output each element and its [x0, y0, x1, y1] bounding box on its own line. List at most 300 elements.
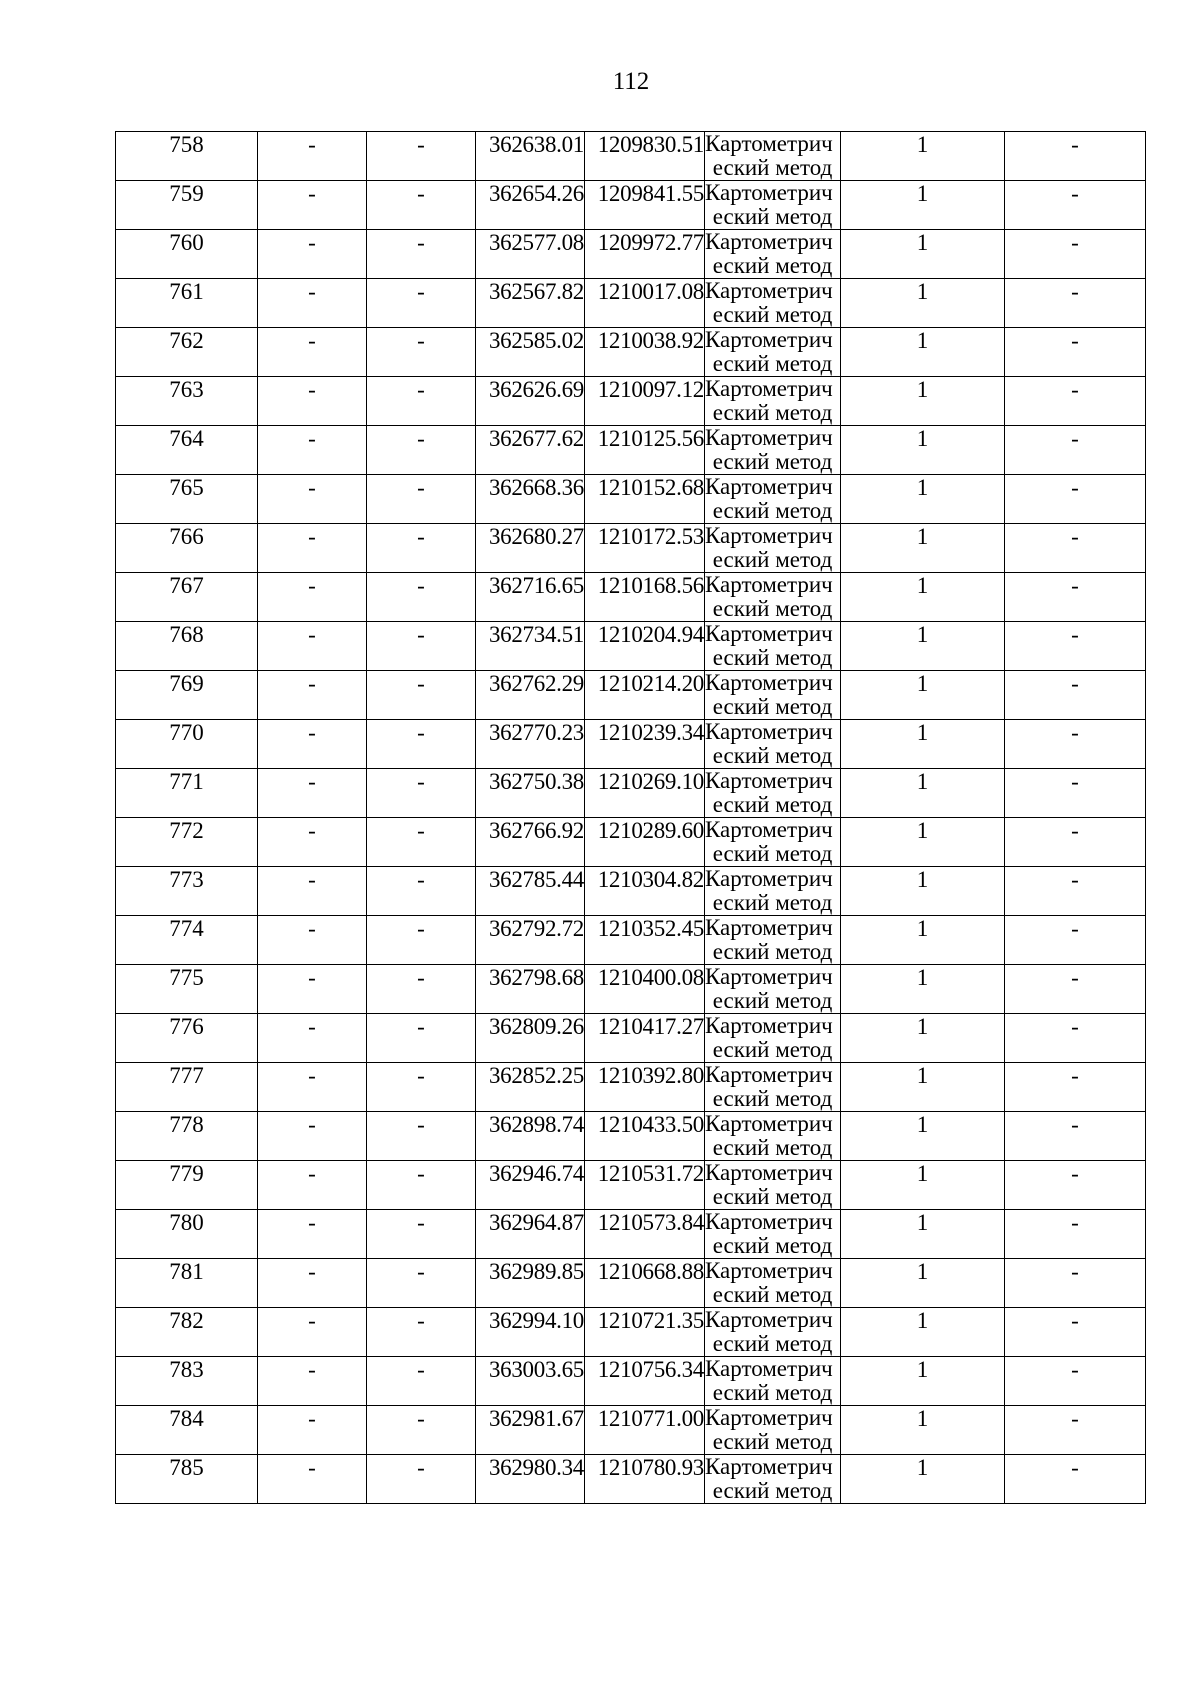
method-line-2: еский метод [712, 841, 833, 866]
method-cell [705, 328, 841, 377]
table-body [116, 132, 1146, 1504]
x-coordinate-cell: 362770.23 [476, 720, 585, 769]
dash-cell: - [367, 132, 476, 181]
dash-cell: - [1005, 426, 1146, 475]
dash-cell: - [1005, 524, 1146, 573]
accuracy-cell: 1 [841, 1063, 1005, 1112]
dash-cell: - [1005, 1406, 1146, 1455]
point-number-cell: 770 [116, 720, 258, 769]
method-line-2: еский метод [712, 1331, 833, 1356]
method-cell [705, 181, 841, 230]
dash-cell: - [258, 573, 367, 622]
method-line-2: еский метод [712, 302, 833, 327]
accuracy-cell: 1 [841, 230, 1005, 279]
dash-cell: - [1005, 279, 1146, 328]
point-number-cell: 779 [116, 1161, 258, 1210]
method-cell [705, 1112, 841, 1161]
dash-cell: - [258, 328, 367, 377]
method-line-1: Картометрич [705, 964, 833, 989]
method-line-1: Картометрич [705, 1258, 833, 1283]
method-line-1: Картометрич [705, 1111, 833, 1136]
accuracy-cell: 1 [841, 1014, 1005, 1063]
point-number-cell: 772 [116, 818, 258, 867]
point-number-cell: 767 [116, 573, 258, 622]
accuracy-cell: 1 [841, 377, 1005, 426]
x-coordinate-cell: 362677.62 [476, 426, 585, 475]
method-line-2: еский метод [712, 155, 833, 180]
method-line-2: еский метод [712, 743, 833, 768]
accuracy-cell: 1 [841, 475, 1005, 524]
dash-cell: - [367, 573, 476, 622]
dash-cell: - [258, 1357, 367, 1406]
dash-cell: - [258, 1210, 367, 1259]
dash-cell: - [258, 1112, 367, 1161]
point-number-cell: 758 [116, 132, 258, 181]
x-coordinate-cell: 362654.26 [476, 181, 585, 230]
table-row [116, 1357, 1146, 1406]
dash-cell: - [367, 965, 476, 1014]
x-coordinate-cell: 362577.08 [476, 230, 585, 279]
y-coordinate-cell: 1210239.34 [585, 720, 705, 769]
dash-cell: - [1005, 328, 1146, 377]
dash-cell: - [1005, 132, 1146, 181]
y-coordinate-cell: 1209841.55 [585, 181, 705, 230]
dash-cell: - [258, 1161, 367, 1210]
accuracy-cell: 1 [841, 720, 1005, 769]
method-cell [705, 1357, 841, 1406]
method-cell [705, 916, 841, 965]
method-cell [705, 818, 841, 867]
method-cell [705, 426, 841, 475]
method-line-1: Картометрич [705, 180, 833, 205]
table-row [116, 769, 1146, 818]
table-row [116, 1161, 1146, 1210]
table-row [116, 965, 1146, 1014]
method-cell [705, 720, 841, 769]
method-line-2: еский метод [712, 988, 833, 1013]
x-coordinate-cell: 362792.72 [476, 916, 585, 965]
accuracy-cell: 1 [841, 622, 1005, 671]
accuracy-cell: 1 [841, 524, 1005, 573]
method-line-1: Картометрич [705, 768, 833, 793]
accuracy-cell: 1 [841, 1161, 1005, 1210]
method-cell [705, 1308, 841, 1357]
dash-cell: - [258, 1063, 367, 1112]
accuracy-cell: 1 [841, 573, 1005, 622]
dash-cell: - [1005, 965, 1146, 1014]
method-line-1: Картометрич [705, 376, 833, 401]
point-number-cell: 782 [116, 1308, 258, 1357]
y-coordinate-cell: 1210756.34 [585, 1357, 705, 1406]
method-line-2: еский метод [712, 1233, 833, 1258]
method-line-1: Картометрич [705, 278, 833, 303]
dash-cell: - [1005, 1259, 1146, 1308]
dash-cell: - [1005, 1210, 1146, 1259]
method-line-2: еский метод [712, 449, 833, 474]
table-row [116, 132, 1146, 181]
x-coordinate-cell: 362980.34 [476, 1455, 585, 1504]
x-coordinate-cell: 362946.74 [476, 1161, 585, 1210]
x-coordinate-cell: 362668.36 [476, 475, 585, 524]
table-row [116, 181, 1146, 230]
dash-cell: - [367, 720, 476, 769]
dash-cell: - [258, 1455, 367, 1504]
method-cell [705, 965, 841, 1014]
method-cell [705, 1210, 841, 1259]
accuracy-cell: 1 [841, 671, 1005, 720]
point-number-cell: 780 [116, 1210, 258, 1259]
method-cell [705, 1063, 841, 1112]
dash-cell: - [258, 671, 367, 720]
accuracy-cell: 1 [841, 769, 1005, 818]
dash-cell: - [1005, 622, 1146, 671]
method-line-2: еский метод [712, 694, 833, 719]
accuracy-cell: 1 [841, 132, 1005, 181]
point-number-cell: 768 [116, 622, 258, 671]
method-cell [705, 1406, 841, 1455]
y-coordinate-cell: 1210352.45 [585, 916, 705, 965]
accuracy-cell: 1 [841, 867, 1005, 916]
table-row [116, 916, 1146, 965]
y-coordinate-cell: 1210017.08 [585, 279, 705, 328]
y-coordinate-cell: 1210400.08 [585, 965, 705, 1014]
y-coordinate-cell: 1210433.50 [585, 1112, 705, 1161]
dash-cell: - [1005, 818, 1146, 867]
point-number-cell: 775 [116, 965, 258, 1014]
method-line-1: Картометрич [705, 670, 833, 695]
dash-cell: - [1005, 867, 1146, 916]
y-coordinate-cell: 1210304.82 [585, 867, 705, 916]
method-cell [705, 524, 841, 573]
method-cell [705, 1455, 841, 1504]
dash-cell: - [258, 475, 367, 524]
method-line-2: еский метод [712, 351, 833, 376]
method-line-2: еский метод [712, 1282, 833, 1307]
dash-cell: - [258, 279, 367, 328]
point-number-cell: 771 [116, 769, 258, 818]
y-coordinate-cell: 1210168.56 [585, 573, 705, 622]
dash-cell: - [258, 377, 367, 426]
table-row [116, 1210, 1146, 1259]
dash-cell: - [1005, 181, 1146, 230]
method-line-1: Картометрич [705, 1062, 833, 1087]
dash-cell: - [367, 671, 476, 720]
dash-cell: - [258, 769, 367, 818]
point-number-cell: 783 [116, 1357, 258, 1406]
dash-cell: - [367, 818, 476, 867]
dash-cell: - [1005, 573, 1146, 622]
point-number-cell: 778 [116, 1112, 258, 1161]
accuracy-cell: 1 [841, 1259, 1005, 1308]
dash-cell: - [1005, 1308, 1146, 1357]
dash-cell: - [258, 720, 367, 769]
table-row [116, 1455, 1146, 1504]
method-line-2: еский метод [712, 1429, 833, 1454]
x-coordinate-cell: 362994.10 [476, 1308, 585, 1357]
dash-cell: - [1005, 720, 1146, 769]
point-number-cell: 776 [116, 1014, 258, 1063]
point-number-cell: 773 [116, 867, 258, 916]
dash-cell: - [1005, 916, 1146, 965]
method-line-1: Картометрич [705, 915, 833, 940]
dash-cell: - [1005, 1063, 1146, 1112]
table-row [116, 1014, 1146, 1063]
dash-cell: - [367, 867, 476, 916]
dash-cell: - [258, 818, 367, 867]
x-coordinate-cell: 362964.87 [476, 1210, 585, 1259]
x-coordinate-cell: 362852.25 [476, 1063, 585, 1112]
table-row [116, 230, 1146, 279]
accuracy-cell: 1 [841, 1112, 1005, 1161]
dash-cell: - [367, 524, 476, 573]
dash-cell: - [1005, 671, 1146, 720]
y-coordinate-cell: 1210668.88 [585, 1259, 705, 1308]
point-number-cell: 764 [116, 426, 258, 475]
method-cell [705, 1161, 841, 1210]
table-row [116, 328, 1146, 377]
table-row [116, 377, 1146, 426]
point-number-cell: 785 [116, 1455, 258, 1504]
method-line-1: Картометрич [705, 1405, 833, 1430]
method-line-1: Картометрич [705, 523, 833, 548]
accuracy-cell: 1 [841, 1308, 1005, 1357]
y-coordinate-cell: 1210172.53 [585, 524, 705, 573]
page-number: 112 [612, 68, 650, 95]
dash-cell: - [367, 1063, 476, 1112]
y-coordinate-cell: 1210204.94 [585, 622, 705, 671]
method-line-2: еский метод [712, 792, 833, 817]
method-line-1: Картометрич [705, 621, 833, 646]
dash-cell: - [367, 475, 476, 524]
x-coordinate-cell: 362809.26 [476, 1014, 585, 1063]
point-number-cell: 759 [116, 181, 258, 230]
table-row [116, 524, 1146, 573]
point-number-cell: 774 [116, 916, 258, 965]
y-coordinate-cell: 1210771.00 [585, 1406, 705, 1455]
method-cell [705, 230, 841, 279]
point-number-cell: 766 [116, 524, 258, 573]
dash-cell: - [367, 181, 476, 230]
point-number-cell: 762 [116, 328, 258, 377]
point-number-cell: 763 [116, 377, 258, 426]
point-number-cell: 765 [116, 475, 258, 524]
method-cell [705, 622, 841, 671]
dash-cell: - [258, 1308, 367, 1357]
method-line-1: Картометрич [705, 1209, 833, 1234]
x-coordinate-cell: 362898.74 [476, 1112, 585, 1161]
dash-cell: - [258, 426, 367, 475]
x-coordinate-cell: 362734.51 [476, 622, 585, 671]
method-cell [705, 867, 841, 916]
table-row [116, 720, 1146, 769]
table-row [116, 1259, 1146, 1308]
dash-cell: - [1005, 1014, 1146, 1063]
x-coordinate-cell: 362567.82 [476, 279, 585, 328]
method-line-2: еский метод [712, 645, 833, 670]
table-row [116, 1308, 1146, 1357]
dash-cell: - [367, 1210, 476, 1259]
x-coordinate-cell: 362798.68 [476, 965, 585, 1014]
method-line-2: еский метод [712, 498, 833, 523]
dash-cell: - [258, 181, 367, 230]
method-cell [705, 1014, 841, 1063]
dash-cell: - [1005, 230, 1146, 279]
x-coordinate-cell: 362785.44 [476, 867, 585, 916]
method-line-1: Картометрич [705, 866, 833, 891]
accuracy-cell: 1 [841, 426, 1005, 475]
dash-cell: - [367, 1455, 476, 1504]
table-row [116, 573, 1146, 622]
method-line-1: Картометрич [705, 327, 833, 352]
method-line-1: Картометрич [705, 229, 833, 254]
dash-cell: - [367, 769, 476, 818]
y-coordinate-cell: 1210097.12 [585, 377, 705, 426]
y-coordinate-cell: 1210721.35 [585, 1308, 705, 1357]
method-line-1: Картометрич [705, 425, 833, 450]
method-line-2: еский метод [712, 1135, 833, 1160]
x-coordinate-cell: 362716.65 [476, 573, 585, 622]
method-cell [705, 769, 841, 818]
method-line-1: Картометрич [705, 1013, 833, 1038]
point-number-cell: 777 [116, 1063, 258, 1112]
dash-cell: - [367, 1259, 476, 1308]
method-line-2: еский метод [712, 204, 833, 229]
dash-cell: - [258, 867, 367, 916]
dash-cell: - [258, 965, 367, 1014]
dash-cell: - [258, 1014, 367, 1063]
y-coordinate-cell: 1210417.27 [585, 1014, 705, 1063]
method-line-2: еский метод [712, 253, 833, 278]
table-row [116, 475, 1146, 524]
coordinates-table [115, 131, 1146, 1504]
method-line-2: еский метод [712, 1086, 833, 1111]
x-coordinate-cell: 363003.65 [476, 1357, 585, 1406]
y-coordinate-cell: 1209972.77 [585, 230, 705, 279]
point-number-cell: 769 [116, 671, 258, 720]
dash-cell: - [367, 1014, 476, 1063]
method-line-2: еский метод [712, 890, 833, 915]
method-line-2: еский метод [712, 1184, 833, 1209]
accuracy-cell: 1 [841, 1357, 1005, 1406]
dash-cell: - [258, 524, 367, 573]
x-coordinate-cell: 362638.01 [476, 132, 585, 181]
method-cell [705, 573, 841, 622]
dash-cell: - [1005, 1112, 1146, 1161]
x-coordinate-cell: 362762.29 [476, 671, 585, 720]
method-line-1: Картометрич [705, 817, 833, 842]
dash-cell: - [367, 377, 476, 426]
x-coordinate-cell: 362585.02 [476, 328, 585, 377]
dash-cell: - [367, 1161, 476, 1210]
x-coordinate-cell: 362766.92 [476, 818, 585, 867]
method-line-1: Картометрич [705, 572, 833, 597]
accuracy-cell: 1 [841, 965, 1005, 1014]
y-coordinate-cell: 1210531.72 [585, 1161, 705, 1210]
table-row [116, 671, 1146, 720]
y-coordinate-cell: 1210214.20 [585, 671, 705, 720]
dash-cell: - [258, 916, 367, 965]
x-coordinate-cell: 362989.85 [476, 1259, 585, 1308]
dash-cell: - [367, 1357, 476, 1406]
table-row [116, 867, 1146, 916]
accuracy-cell: 1 [841, 328, 1005, 377]
method-line-2: еский метод [712, 939, 833, 964]
method-line-1: Картометрич [705, 719, 833, 744]
x-coordinate-cell: 362750.38 [476, 769, 585, 818]
dash-cell: - [258, 230, 367, 279]
dash-cell: - [258, 1259, 367, 1308]
y-coordinate-cell: 1210780.93 [585, 1455, 705, 1504]
dash-cell: - [1005, 377, 1146, 426]
method-line-2: еский метод [712, 1478, 833, 1503]
x-coordinate-cell: 362680.27 [476, 524, 585, 573]
method-cell [705, 1259, 841, 1308]
method-cell [705, 475, 841, 524]
y-coordinate-cell: 1210038.92 [585, 328, 705, 377]
dash-cell: - [1005, 1455, 1146, 1504]
y-coordinate-cell: 1210289.60 [585, 818, 705, 867]
x-coordinate-cell: 362626.69 [476, 377, 585, 426]
dash-cell: - [367, 622, 476, 671]
method-line-2: еский метод [712, 596, 833, 621]
method-cell [705, 279, 841, 328]
dash-cell: - [258, 132, 367, 181]
dash-cell: - [1005, 475, 1146, 524]
table-row [116, 1406, 1146, 1455]
method-line-2: еский метод [712, 1037, 833, 1062]
method-line-2: еский метод [712, 547, 833, 572]
table-row [116, 622, 1146, 671]
method-cell [705, 132, 841, 181]
dash-cell: - [1005, 769, 1146, 818]
dash-cell: - [258, 1406, 367, 1455]
method-line-1: Картометрич [705, 1160, 833, 1185]
point-number-cell: 761 [116, 279, 258, 328]
dash-cell: - [367, 1112, 476, 1161]
table-row [116, 1063, 1146, 1112]
method-line-2: еский метод [712, 400, 833, 425]
method-line-1: Картометрич [705, 1307, 833, 1332]
method-line-1: Картометрич [705, 474, 833, 499]
accuracy-cell: 1 [841, 916, 1005, 965]
point-number-cell: 781 [116, 1259, 258, 1308]
dash-cell: - [367, 1308, 476, 1357]
point-number-cell: 760 [116, 230, 258, 279]
y-coordinate-cell: 1210392.80 [585, 1063, 705, 1112]
dash-cell: - [258, 622, 367, 671]
table-row [116, 426, 1146, 475]
method-cell [705, 671, 841, 720]
dash-cell: - [1005, 1357, 1146, 1406]
y-coordinate-cell: 1210573.84 [585, 1210, 705, 1259]
dash-cell: - [1005, 1161, 1146, 1210]
y-coordinate-cell: 1210125.56 [585, 426, 705, 475]
dash-cell: - [367, 328, 476, 377]
dash-cell: - [367, 916, 476, 965]
x-coordinate-cell: 362981.67 [476, 1406, 585, 1455]
table-row [116, 279, 1146, 328]
method-line-1: Картометрич [705, 1356, 833, 1381]
accuracy-cell: 1 [841, 818, 1005, 867]
point-number-cell: 784 [116, 1406, 258, 1455]
method-line-1: Картометрич [705, 131, 833, 156]
method-cell [705, 377, 841, 426]
accuracy-cell: 1 [841, 1406, 1005, 1455]
y-coordinate-cell: 1209830.51 [585, 132, 705, 181]
dash-cell: - [367, 1406, 476, 1455]
table-row [116, 818, 1146, 867]
accuracy-cell: 1 [841, 279, 1005, 328]
